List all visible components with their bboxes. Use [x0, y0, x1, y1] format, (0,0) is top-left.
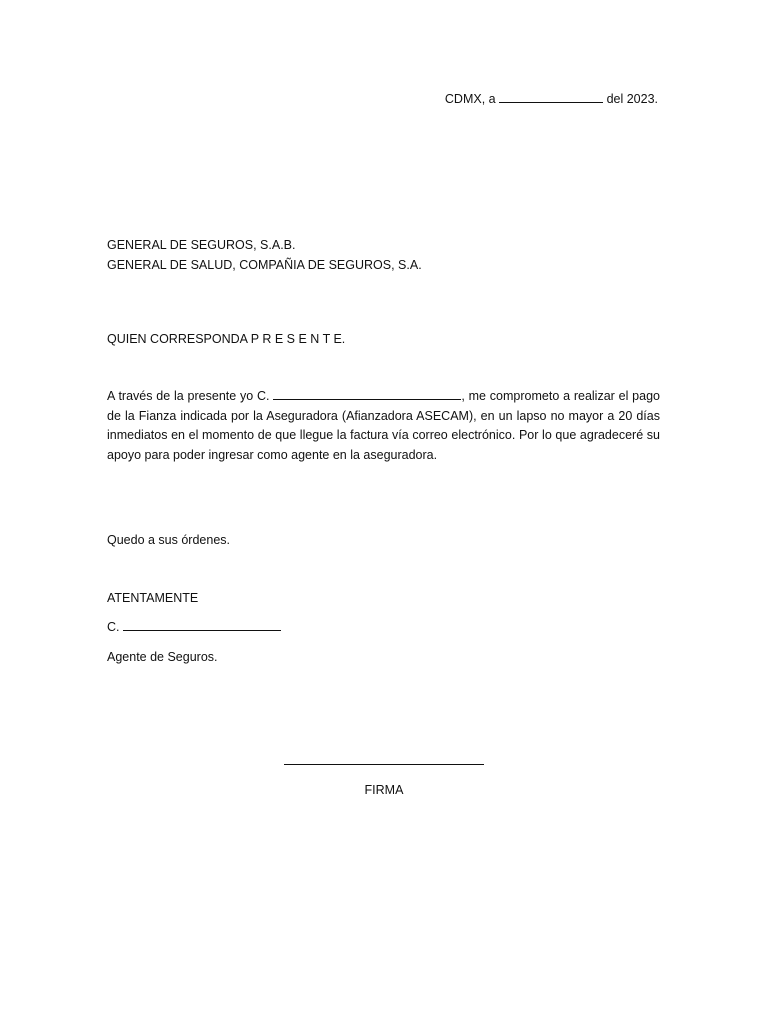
- name-blank-line: [273, 387, 461, 400]
- signature-label: FIRMA: [364, 783, 404, 797]
- date-suffix: del 2023.: [606, 92, 658, 106]
- body-text-start: A través de la presente yo C.: [107, 389, 270, 403]
- body-paragraph: [107, 387, 660, 465]
- recipient-line-2: GENERAL DE SALUD, COMPAÑIA DE SEGUROS, S.A.: [107, 257, 422, 272]
- signatory-blank-line: [123, 618, 281, 631]
- atentamente: ATENTAMENTE: [107, 591, 199, 605]
- recipient-line-1: GENERAL DE SEGUROS, S.A.B.: [107, 238, 296, 252]
- salutation: QUIEN CORRESPONDA P R E S E N T E.: [107, 332, 346, 346]
- name-prefix: C.: [107, 620, 120, 634]
- body-text-rest: , me comprometo a realizar el pago de la Fianza indicada por la Aseguradora (Afianzadora ASECAM), en un lapso no mayor a 20 días inmediatos en el momento de que llegue la factura vía correo electrónico. Por lo que agradeceré su apoyo para poder ingresar como agente en la aseguradora.: [107, 389, 660, 462]
- date-prefix: CDMX, a: [444, 92, 496, 106]
- closing-line: Quedo a sus órdenes.: [107, 533, 230, 547]
- date-line: [445, 90, 658, 110]
- date-blank-line: [499, 90, 603, 103]
- recipient-block: [107, 236, 422, 275]
- signatory-name-line: [107, 618, 281, 638]
- agent-title: Agente de Seguros.: [107, 650, 218, 664]
- signature-block: [284, 764, 484, 801]
- signature-line: [284, 764, 484, 765]
